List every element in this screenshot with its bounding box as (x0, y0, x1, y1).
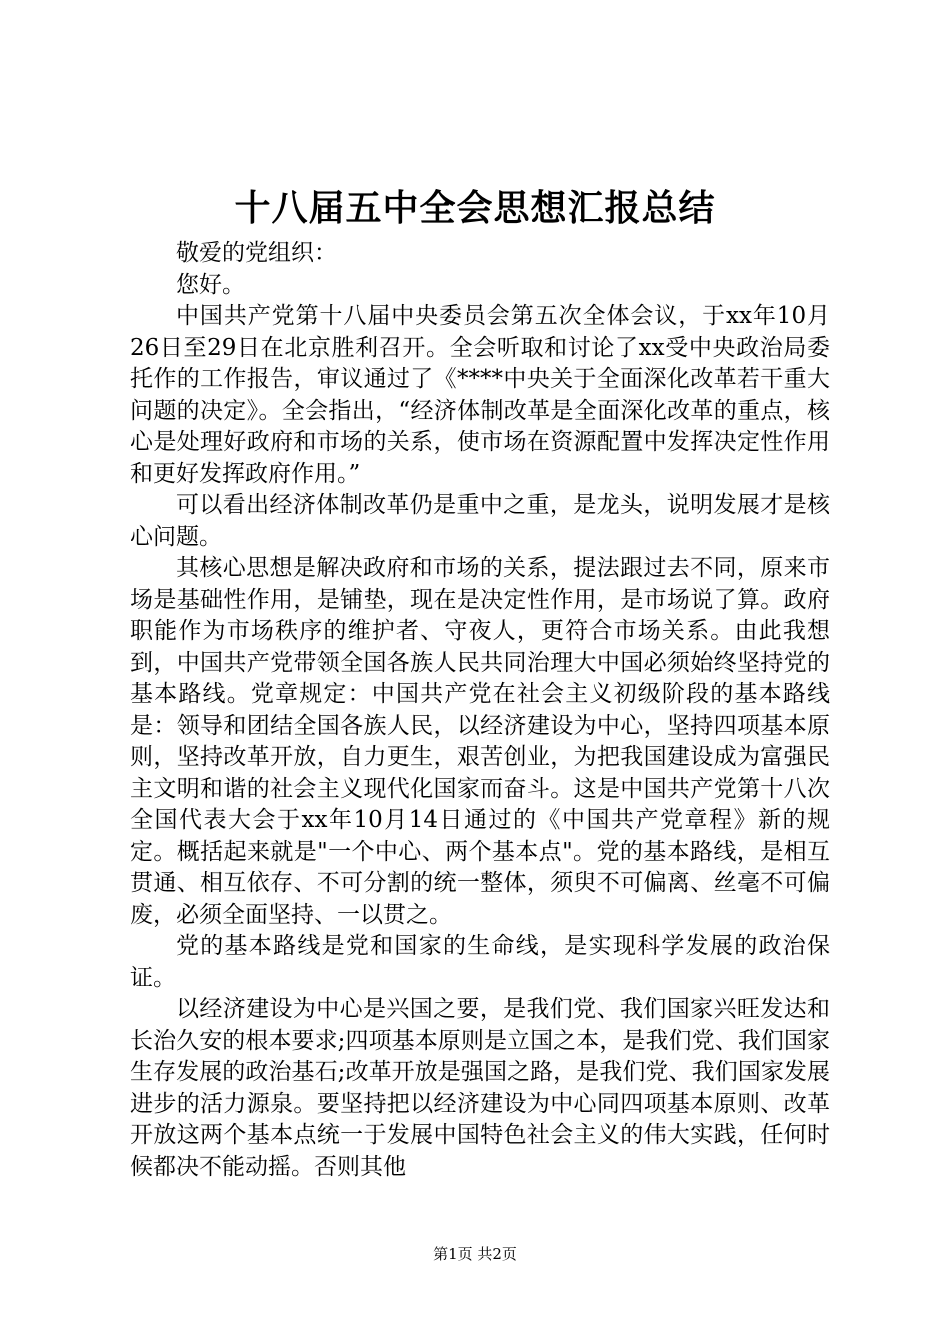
document-title: 十八届五中全会思想汇报总结 (234, 187, 716, 229)
paragraph: 中国共产党第十八届中央委员会第五次全体会议，于xx年10月26日至29日在北京胜利召开。全会听取和讨论了xx受中央政治局委托作的工作报告，审议通过了《****中央关于全面深化改革若干重大问题的决定》。全会指出，“经济体制改革是全面深化改革的重点，核心是处理好政府和市场的关系，使市场在资源配置中发挥决定性作用和更好发挥政府作用。” (130, 303, 830, 487)
document-body (130, 238, 830, 1183)
paragraph: 其核心思想是解决政府和市场的关系，提法跟过去不同，原来市场是基础性作用，是铺垫，现在是决定性作用，是市场说了算。政府职能作为市场秩序的维护者、守夜人，更符合市场关系。由此我想到，中国共产党带领全国各族人民共同治理大中国必须始终坚持党的基本路线。党章规定：中国共产党在社会主义初级阶段的基本路线是：领导和团结全国各族人民，以经济建设为中心，坚持四项基本原则，坚持改革开放，自力更生，艰苦创业，为把我国建设成为富强民主文明和谐的社会主义现代化国家而奋斗。这是中国共产党第十八次全国代表大会于xx年10月14日通过的《中国共产党章程》新的规定。概括起来就是"一个中心、两个基本点"。党的基本路线，是相互贯通、相互依存、不可分割的统一整体，须臾不可偏离、丝毫不可偏废，必须全面坚持、一以贯之。 (130, 555, 830, 928)
paragraph: 以经济建设为中心是兴国之要，是我们党、我们国家兴旺发达和长治久安的根本要求;四项基本原则是立国之本，是我们党、我们国家生存发展的政治基石;改革开放是强国之路，是我们党、我们国家发展进步的活力源泉。要坚持把以经济建设为中心同四项基本原则、改革开放这两个基本点统一于发展中国特色社会主义的伟大实践，任何时候都决不能动摇。否则其他 (130, 996, 830, 1180)
paragraph: 党的基本路线是党和国家的生命线，是实现科学发展的政治保证。 (130, 933, 830, 991)
salutation: 敬爱的党组织： (176, 240, 337, 266)
paragraph: 可以看出经济体制改革仍是重中之重，是龙头，说明发展才是核心问题。 (130, 492, 830, 550)
page-footer: 第1页 共2页 (433, 1245, 517, 1263)
greeting: 您好。 (176, 271, 245, 298)
